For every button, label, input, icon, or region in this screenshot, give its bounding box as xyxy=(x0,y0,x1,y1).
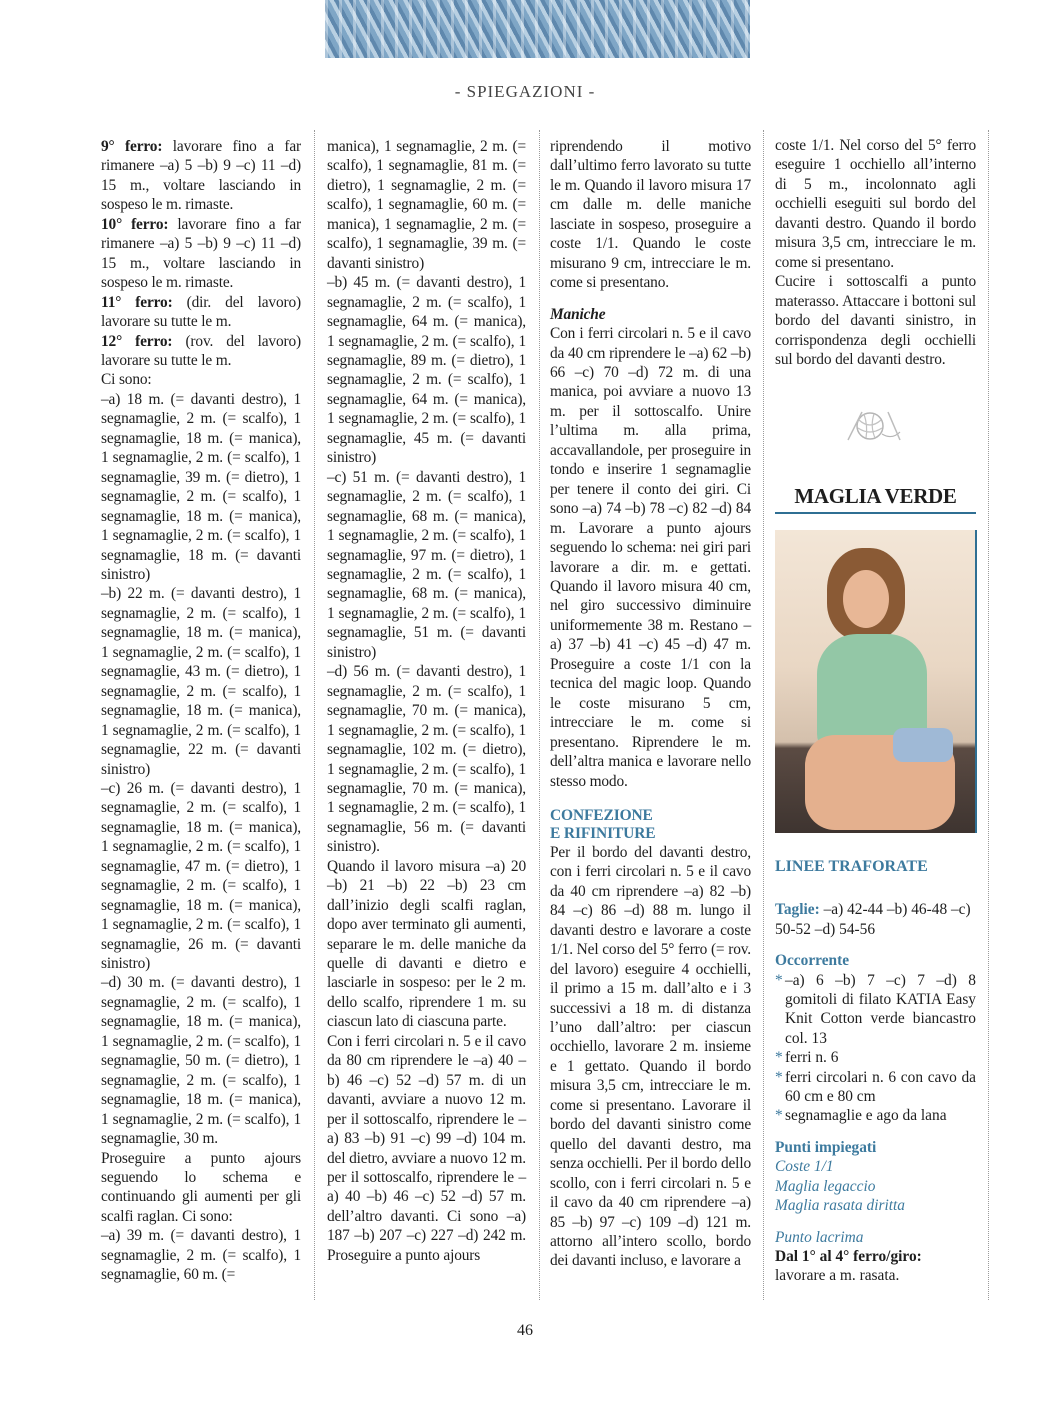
list-item: * ferri circolari n. 6 con cavo da 60 cm e 80 cm xyxy=(775,1068,976,1107)
row-label: 9° ferro: xyxy=(101,138,163,155)
text-column-2 xyxy=(327,137,526,1265)
paragraph-text: lavorare fino a far rimanere –a) 5 –b) 9 –c) 11 –d) 15 m., voltare lasciando in sospeso le m. rimaste. xyxy=(101,215,301,292)
pattern-subtitle: LINEE TRAFORATE xyxy=(775,858,928,875)
row-label: Dal 1° al 4° ferro/giro: xyxy=(775,1247,922,1265)
sizes-value: –a) 42-44 –b) 46-48 –c) 50-52 –d) 54-56 xyxy=(775,901,971,938)
stitch-item: Maglia rasata diritta xyxy=(775,1197,905,1215)
paragraph: –d) 30 m. (= davanti destro), 1 segnamaglie, 2 m. (= scalfo), 1 segnamaglie, 18 m. (= manica), 1 segnamaglie, 2 m. (= scalfo), 1 segnamaglie, 50 m. (= dietro), 1 segnamaglie, 2 m. (= scalfo), 1 segnamaglie, 18 m. (= manica), 1 segnamaglie, 2 m. (= scalfo), 1 segnamaglie, 30 m. xyxy=(101,974,301,1148)
paragraph xyxy=(101,137,301,215)
list-item: * –a) 6 –b) 7 –c) 7 –d) 8 gomitoli di filato KATIA Easy Knit Cotton verde biancastro col. 13 xyxy=(775,971,976,1049)
list-item: * ferri n. 6 xyxy=(775,1048,976,1067)
stitch-lacrima-title: Punto lacrima xyxy=(775,1228,864,1246)
materials-title: Occorrente xyxy=(775,952,850,970)
pattern-title: MAGLIA VERDE xyxy=(794,484,957,508)
column-divider xyxy=(314,130,315,1300)
paragraph: Quando il lavoro misura –a) 20 –b) 21 –b) 22 –b) 23 cm dall’inizio degli scalfi raglan, dopo aver terminato gli aumenti, separare le m. delle maniche da quelle di davanti e dietro e lasciarle in sospeso: per le 2 m. dello scalfo, riprendere 1 m. su ciascun lato di ciascuna parte. xyxy=(327,857,526,1031)
paragraph: –d) 56 m. (= davanti destro), 1 segnamaglie, 2 m. (= scalfo), 1 segnamaglie, 70 m. (= manica), 1 segnamaglie, 2 m. (= scalfo), 1 segnamaglie, 102 m. (= dietro), 1 segnamaglie, 2 m. (= scalfo), 1 segnamaglie, 70 m. (= manica), 1 segnamaglie, 2 m. (= scalfo), 1 segnamaglie, 56 m. (= davanti sinistro). xyxy=(327,663,526,856)
paragraph: manica), 1 segnamaglie, 2 m. (= scalfo), 1 segnamaglie, 81 m. (= dietro), 1 segnamaglie, 2 m. (= scalfo), 1 segnamaglie, 60 m. (= manica), 1 segnamaglie, 2 m. (= scalfo), 1 segnamaglie, 39 m. (= davanti sinistro) xyxy=(327,138,526,272)
paragraph: –c) 26 m. (= davanti destro), 1 segnamaglie, 2 m. (= scalfo), 1 segnamaglie, 18 m. (= manica), 1 segnamaglie, 2 m. (= scalfo), 1 segnamaglie, 47 m. (= dietro), 1 segnamaglie, 2 m. (= scalfo), 1 segnamaglie, 18 m. (= manica), 1 segnamaglie, 2 m. (= scalfo), 1 segnamaglie, 26 m. (= davanti sinistro) xyxy=(101,779,301,973)
title-underline xyxy=(775,512,976,514)
paragraph: Ci sono: xyxy=(101,371,152,389)
stitch-item: Maglia legaccio xyxy=(775,1177,876,1195)
row-label: 12° ferro: xyxy=(101,332,173,350)
paragraph-text: (rov. del lavoro) lavorare su tutte le m. xyxy=(101,332,302,369)
column-divider xyxy=(988,130,989,1300)
section-title: - SPIEGAZIONI - xyxy=(454,82,596,101)
subheading-maniche: Maniche xyxy=(550,305,606,323)
column-divider xyxy=(763,130,764,1300)
paragraph: riprendendo il motivo dall’ultimo ferro lavorato su tutte le m. Quando il lavoro misura 17 cm dalle m. delle maniche lasciate in sospeso, proseguire a coste 1/1. Quando le coste misurano 9 cm, intrecciare le m. come si presentano. xyxy=(550,138,751,292)
subheading-confezione: CONFEZIONE xyxy=(550,806,653,824)
paragraph xyxy=(101,215,301,293)
paragraph: coste 1/1. Nel corso del 5° ferro eseguire 1 occhiello all’interno di 5 m., incolonnato agli occhielli eseguiti sul bordo del davanti destro. Quando il bordo misura 3,5 cm, intrecciare le m. come si presentano. xyxy=(775,137,976,271)
paragraph: Con i ferri circolari n. 5 e il cavo da 80 cm riprendere le –a) 40 –b) 46 –c) 52 –d) 57 m. di un davanti, avviare a nuovo 12 m. per il sottoscalfo, riprendere le –a) 83 –b) 91 –c) 99 –d) 104 m. del dietro, avviare a nuovo 12 m. per il sottoscalfo, riprendere le –a) 40 –b) 46 –c) 52 –d) 57 m. dell’altro davanti. Ci sono –a) 187 –b) 207 –c) 227 –d) 242 m. Proseguire a punto ajours xyxy=(327,1032,526,1264)
paragraph: Cucire i sottoscalfi a punto materasso. Attaccare i bottoni sul bordo del davanti sinistro, in corrispondenza degli occhielli sul bordo del davanti destro. xyxy=(775,273,976,368)
paragraph: –a) 18 m. (= davanti destro), 1 segnamaglie, 2 m. (= scalfo), 1 segnamaglie, 18 m. (= manica), 1 segnamaglie, 2 m. (= scalfo), 1 segnamaglie, 39 m. (= dietro), 1 segnamaglie, 2 m. (= scalfo), 1 segnamaglie, 18 m. (= manica), 1 segnamaglie, 2 m. (= scalfo), 1 segnamaglie, 18 m. (= davanti sinistro) xyxy=(101,390,301,583)
text-column-1 xyxy=(101,137,301,1285)
stitches-title: Punti impiegati xyxy=(775,1138,877,1156)
page-number: 46 xyxy=(517,1322,533,1339)
materials-list xyxy=(775,971,976,1126)
sizes-label: Taglie: xyxy=(775,901,820,919)
stitch-item: Coste 1/1 xyxy=(775,1158,834,1176)
knit-texture-banner xyxy=(325,0,750,58)
text-column-3 xyxy=(550,137,751,1271)
model-photo xyxy=(775,530,975,833)
photo-border xyxy=(975,530,977,833)
text-column-4 xyxy=(775,136,976,369)
sizes xyxy=(775,900,976,939)
paragraph-text: lavorare a m. rasata. xyxy=(775,1267,900,1285)
paragraph: Proseguire a punto ajours seguendo lo schema e continuando gli aumenti per gli scalfi raglan. Ci sono: xyxy=(101,1149,301,1225)
paragraph-text: (dir. del lavoro) lavorare su tutte le m. xyxy=(101,293,301,331)
paragraph xyxy=(101,332,301,371)
paragraph xyxy=(775,1247,976,1286)
paragraph: –b) 45 m. (= davanti destro), 1 segnamaglie, 2 m. (= scalfo), 1 segnamaglie, 64 m. (= manica), 1 segnamaglie, 2 m. (= scalfo), 1 segnamaglie, 89 m. (= dietro), 1 segnamaglie, 2 m. (= scalfo), 1 segnamaglie, 64 m. (= manica), 1 segnamaglie, 2 m. (= scalfo), 1 segnamaglie, 45 m. (= davanti sinistro) xyxy=(327,274,526,467)
paragraph-text: lavorare fino a far rimanere –a) 5 –b) 9 –c) 11 –d) 15 m., voltare lasciando in sospeso le m. rimaste. xyxy=(101,138,301,214)
paragraph: Con i ferri circolari n. 5 e il cavo da 40 cm riprendere le –a) 62 –b) 66 –c) 70 –d) 72 m. di una manica, poi avviare a nuovo 13 m. per il sottoscalfo. Unire l’ultima m. alla prima, accavallandole, per proseguire in tondo e inserire 1 segnamaglie per tenere il conto dei giri. Ci sono –a) 74 –b) 78 –c) 82 –d) 84 m. Lavorare a punto ajours seguendo lo schema: nei giri pari lavorare a dir. m. e gettati. Quando il lavoro misura 40 cm, nel giro successivo diminuire uniformemente 38 m. Restano –a) 37 –b) 41 –c) 45 –d) 47 m. Proseguire a coste 1/1 con la tecnica del magic loop. Quando le coste misurano 5 cm, intrecciare le m. come si presentano. Riprendere le m. dell’altra manica e lavorare nello stesso modo. xyxy=(550,325,751,790)
paragraph: –b) 22 m. (= davanti destro), 1 segnamaglie, 2 m. (= scalfo), 1 segnamaglie, 18 m. (= manica), 1 segnamaglie, 2 m. (= scalfo), 1 segnamaglie, 43 m. (= dietro), 1 segnamaglie, 2 m. (= scalfo), 1 segnamaglie, 18 m. (= manica), 1 segnamaglie, 2 m. (= scalfo), 1 segnamaglie, 22 m. (= davanti sinistro) xyxy=(101,585,301,778)
paragraph: –c) 51 m. (= davanti destro), 1 segnamaglie, 2 m. (= scalfo), 1 segnamaglie, 68 m. (= manica), 1 segnamaglie, 2 m. (= scalfo), 1 segnamaglie, 97 m. (= dietro), 1 segnamaglie, 2 m. (= scalfo), 1 segnamaglie, 68 m. (= manica), 1 segnamaglie, 2 m. (= scalfo), 1 segnamaglie, 51 m. (= davanti sinistro) xyxy=(327,468,526,661)
paragraph: Per il bordo del davanti destro, con i ferri circolari n. 5 e il cavo da 40 cm riprendere –a) 82 –b) 84 –c) 86 –d) 88 m. lungo il davanti destro e lavorare a coste 1/1. Nel corso del 5° ferro (= rov. del lavoro) eseguire 4 occhielli, il primo a 15 m. dall’alto e i 3 successivi a 18 m. di distanza l’uno dall’altro: per ciascun occhiello, lavorare 2 m. insieme e 1 gettato. Quando il bordo misura 3,5 cm, intrecciare le m. come si presentano. Lavorare il bordo del davanti sinistro come quello del davanti destro, ma senza occhielli. Per il bordo dello scollo, con i ferri circolari n. 5 e il cavo da 40 cm riprendere –a) 85 –b) 97 –c) 109 –d) 121 m. attorno all’intero scollo, bordo dei davanti incluso, e lavorare a xyxy=(550,843,751,1270)
materials-box xyxy=(775,857,976,1286)
paragraph: –a) 39 m. (= davanti destro), 1 segnamaglie, 2 m. (= scalfo), 1 segnamaglie, 60 m. (= xyxy=(101,1227,301,1284)
subheading-rifiniture: E RIFINITURE xyxy=(550,824,656,842)
paragraph xyxy=(101,293,301,332)
column-divider xyxy=(539,130,540,1300)
list-item: * segnamaglie e ago da lana xyxy=(775,1106,976,1125)
row-label: 10° ferro: xyxy=(101,215,169,233)
yarn-ball-icon xyxy=(842,404,902,444)
row-label: 11° ferro: xyxy=(101,293,173,311)
